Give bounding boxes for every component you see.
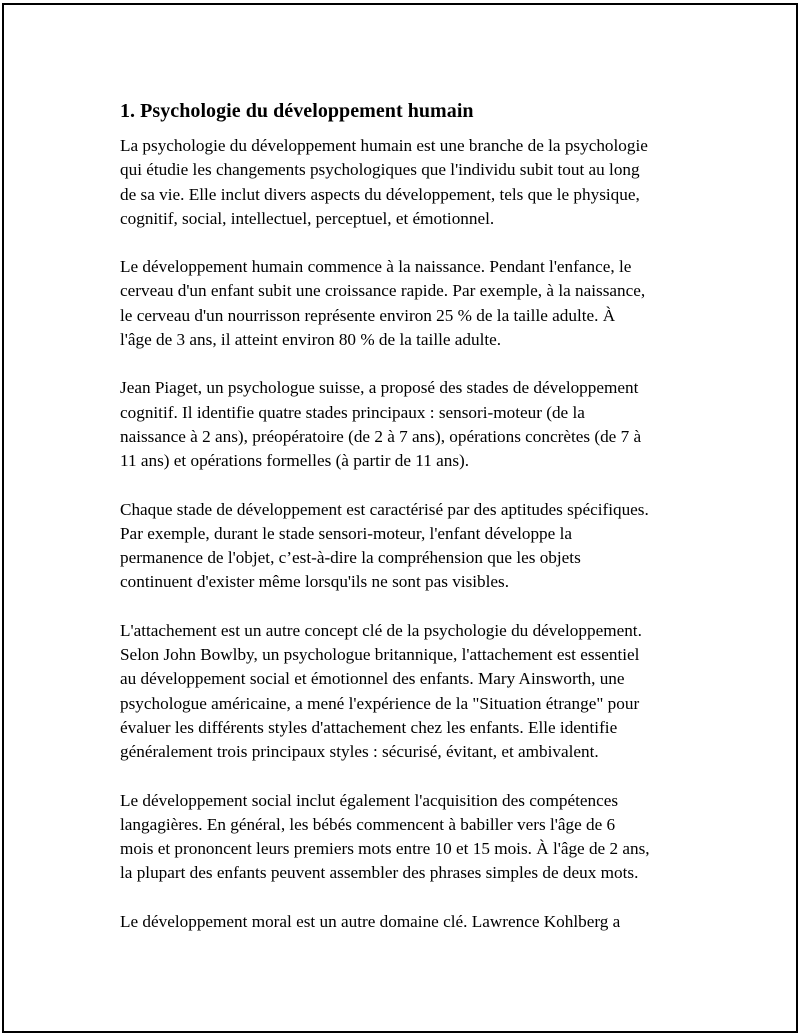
text-line: psychologue américaine, a mené l'expérience de la "Situation étrange" pour xyxy=(120,693,640,713)
text-line: Le développement social inclut également l'acquisition des compétences xyxy=(120,790,619,810)
section-title: 1. Psychologie du développement humain xyxy=(120,100,474,122)
text-line: Selon John Bowlby, un psychologue britannique, l'attachement est essentiel xyxy=(120,645,640,665)
text-line: l'âge de 3 ans, il atteint environ 80 % de la taille adulte. xyxy=(120,330,502,350)
text-line: cognitif. Il identifie quatre stades principaux : sensori-moteur (de la xyxy=(120,402,585,422)
text-line: généralement trois principaux styles : sécurisé, évitant, et ambivalent. xyxy=(120,742,599,762)
text-line: La psychologie du développement humain est une branche de la psychologie xyxy=(120,136,648,155)
text-line: Le développement humain commence à la naissance. Pendant l'enfance, le xyxy=(120,257,632,277)
text-line: Jean Piaget, un psychologue suisse, a proposé des stades de développement xyxy=(120,378,639,398)
text-line: au développement social et émotionnel des enfants. Mary Ainsworth, une xyxy=(120,669,625,689)
text-line: évaluer les différents styles d'attachement chez les enfants. Elle identifie xyxy=(120,717,618,737)
paragraph-list xyxy=(120,134,700,934)
document-body xyxy=(120,97,700,958)
text-line: Par exemple, durant le stade sensori-moteur, l'enfant développe la xyxy=(120,523,572,543)
text-line: cerveau d'un enfant subit une croissance rapide. Par exemple, à la naissance, xyxy=(120,281,646,301)
text-line: langagières. En général, les bébés commencent à babiller vers l'âge de 6 xyxy=(120,814,616,834)
text-line: le cerveau d'un nourrisson représente environ 25 % de la taille adulte. À xyxy=(120,305,616,325)
page-frame xyxy=(2,3,798,1033)
paragraph-moral-development xyxy=(120,910,700,934)
text-line: L'attachement est un autre concept clé de la psychologie du développement. xyxy=(120,620,642,640)
text-line: Chaque stade de développement est caractérisé par des aptitudes spécifiques. xyxy=(120,499,649,519)
paragraph-birth-development xyxy=(120,255,700,352)
text-line: qui étudie les changements psychologiques que l'individu subit tout au long xyxy=(120,160,640,180)
text-line: Le développement moral est un autre domaine clé. Lawrence Kohlberg a xyxy=(120,911,621,931)
text-line: la plupart des enfants peuvent assembler des phrases simples de deux mots. xyxy=(120,863,639,883)
text-line: permanence de l'objet, c’est-à-dire la compréhension que les objets xyxy=(120,548,581,568)
text-line: naissance à 2 ans), préopératoire (de 2 à 7 ans), opérations concrètes (de 7 à xyxy=(120,426,642,446)
text-line: mois et prononcent leurs premiers mots entre 10 et 15 mois. À l'âge de 2 ans, xyxy=(120,839,650,859)
paragraph-intro xyxy=(120,134,700,231)
text-line: 11 ans) et opérations formelles (à partir de 11 ans). xyxy=(120,451,470,471)
paragraph-attachment xyxy=(120,619,700,765)
paragraph-stage-aptitudes xyxy=(120,498,700,595)
text-line: de sa vie. Elle inclut divers aspects du développement, tels que le physique, xyxy=(120,184,640,204)
paragraph-language-development xyxy=(120,789,700,886)
text-line: continuent d'exister même lorsqu'ils ne sont pas visibles. xyxy=(120,572,510,592)
paragraph-piaget-stages xyxy=(120,376,700,473)
text-line: cognitif, social, intellectuel, perceptuel, et émotionnel. xyxy=(120,208,495,228)
